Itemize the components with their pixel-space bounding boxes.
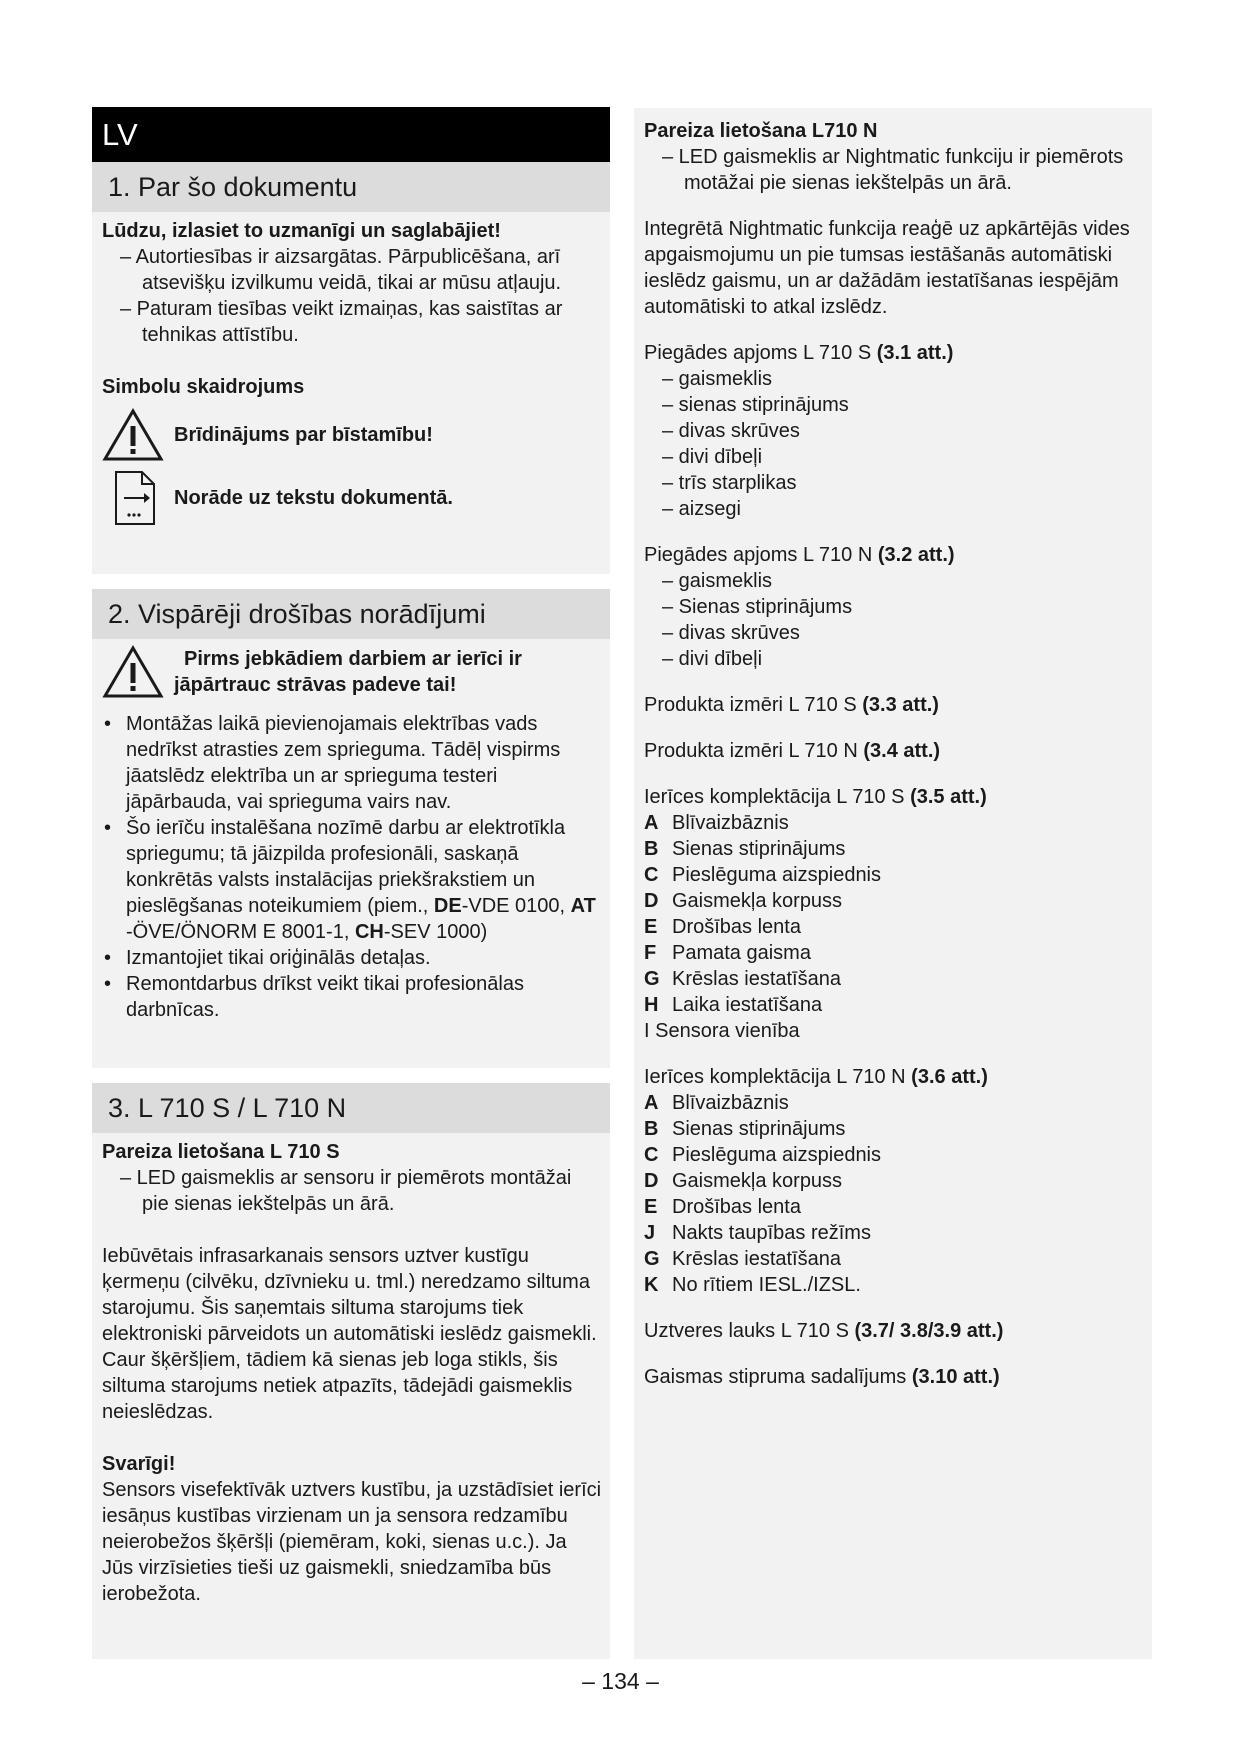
section-about-document [92,162,610,574]
important-heading: Svarīgi! [102,1453,176,1475]
warning-line-2: jāpārtrauc strāvas padeve tai! [174,674,457,696]
detection-field: Uztveres lauks L 710 S (3.7/ 3.8/3.9 att.) [644,1320,1004,1342]
list-item: K No rītiem IESL./IZSL. [644,1274,861,1296]
components-n-list [644,1090,1144,1298]
warning-line-1: Pirms jebkādiem darbiem ar ierīci ir [184,648,522,670]
list-item: B Sienas stiprinājums [644,838,846,860]
list-item: F Pamata gaisma [644,942,811,964]
list-item: H Laika iestatīšana [644,994,823,1016]
list-item: – aizsegi [662,498,741,520]
scope-n-heading: Piegādes apjoms L 710 N (3.2 att.) [644,544,955,566]
note-label: Norāde uz tekstu dokumentā. [174,487,453,509]
section-title: 1. Par šo dokumentu [92,162,610,212]
list-item: • Izmantojiet tikai oriģinālās detaļas. [102,945,602,971]
use-heading: Pareiza lietošana L 710 S [102,1141,340,1163]
list-item: – Paturam tiesības veikt izmaiņas, kas saistītas ar tehnikas attīstību. [120,298,563,346]
warning-triangle-icon [102,645,164,699]
list-item: – trīs starplikas [662,472,797,494]
warning-label: Brīdinājums par bīstamību! [174,424,433,446]
light-distribution: Gaismas stipruma sadalījums (3.10 att.) [644,1366,1000,1388]
list-item: – sienas stiprinājums [662,394,849,416]
scope-s-list [644,366,1144,522]
section-title: 2. Vispārēji drošības norādījumi [92,589,610,639]
list-item: – divas skrūves [662,622,800,644]
symbols-heading: Simbolu skaidrojums [102,376,305,398]
use-n-heading: Pareiza lietošana L710 N [644,120,878,142]
section-product [92,1083,610,1659]
scope-n-list [644,568,1144,672]
sensor-paragraph: Iebūvētais infrasarkanais sensors uztver kustīgu ķermeņu (cilvēku, dzīvnieku u. tml.) neredzamo siltuma starojumu. Šis saņemtais siltuma starojums tiek elektroniski pārveidots un automātiski ieslēdz gaismekli. Caur šķēršļiem, tādiem kā sienas jeb loga stikls, šis siltuma starojums netiek atpazīts, tādejādi gaismeklis neieslēdzas. [102,1245,597,1423]
list-item: – divi dībeļi [662,446,763,468]
right-column [634,108,1152,1659]
list-item: – LED gaismeklis ar Nightmatic funkciju ir piemērots motāžai pie sienas iekštelpās un ārā. [662,146,1124,194]
list-item: E Drošības lenta [644,1196,801,1218]
list-item: B Sienas stiprinājums [644,1118,846,1140]
list-item: – divi dībeļi [662,648,763,670]
scope-s-heading: Piegādes apjoms L 710 S (3.1 att.) [644,342,954,364]
list-item: – Autortiesības ir aizsargātas. Pārpublicēšana, arī atsevišķu izvilkumu veidā, tikai ar mūsu atļauju. [120,246,562,294]
warning-triangle-icon [102,408,164,462]
list-item: • Šo ierīču instalēšana nozīmē darbu ar elektrotīkla spriegumu; tā jāizpilda profesionāli, saskaņā konkrētās valsts instalācijas priekšrakstiem un pieslēgšanas noteikumiem (piem., DE-VDE 0100, AT -ÖVE/ÖNORM E 8001-1, CH-SEV 1000) [102,815,602,945]
page-number: – 134 – [582,1668,659,1694]
dimensions-n: Produkta izmēri L 710 N (3.4 att.) [644,740,941,762]
list-item: – gaismeklis [662,368,773,390]
list-item: – gaismeklis [662,570,773,592]
list-item: I Sensora vienība [644,1020,800,1042]
components-s-heading: Ierīces komplektācija L 710 S (3.5 att.) [644,786,987,808]
language-header: LV [92,107,610,162]
list-item: C Pieslēguma aizspiednis [644,864,882,886]
components-s-list [644,810,1144,1044]
important-text: Sensors visefektīvāk uztvers kustību, ja uzstādīsiet ierīci iesāņus kustības virzienam un ja sensora redzamību neierobežos šķēršļi (piemēram, koki, sienas u.c.). Ja Jūs virzīsieties tieši uz gaismekli, sniedzamība būs ierobežota. [102,1479,602,1605]
components-n-heading: Ierīces komplektācija L 710 N (3.6 att.) [644,1066,988,1088]
section-title: 3. L 710 S / L 710 N [92,1083,610,1133]
section-safety [92,589,610,1068]
dimensions-s: Produkta izmēri L 710 S (3.3 att.) [644,694,939,716]
list-item: • Remontdarbus drīkst veikt tikai profesionālas darbnīcas. [102,971,602,1023]
list-item: – divas skrūves [662,420,800,442]
list-item: – LED gaismeklis ar sensoru ir piemērots montāžai pie sienas iekštelpās un ārā. [120,1167,572,1215]
intro-heading: Lūdzu, izlasiet to uzmanīgi un saglabājiet! [102,220,501,242]
nightmatic-paragraph: Integrētā Nightmatic funkcija reaģē uz apkārtējās vides apgaismojumu un pie tumsas iestāšanās automātiski ieslēdz gaismu, un ar dažādām iestatīšanas iespējām automātiski to atkal izslēdz. [644,218,1130,318]
list-item: D Gaismekļa korpuss [644,1170,843,1192]
list-item: A Blīvaizbāznis [644,812,789,834]
list-item: E Drošības lenta [644,916,801,938]
document-note-icon [102,468,164,528]
list-item: C Pieslēguma aizspiednis [644,1144,882,1166]
list-item: A Blīvaizbāznis [644,1092,789,1114]
list-item: G Krēslas iestatīšana [644,1248,841,1270]
list-item: J Nakts taupības režīms [644,1222,871,1244]
list-item: D Gaismekļa korpuss [644,890,843,912]
list-item: – Sienas stiprinājums [662,596,853,618]
list-item: • Montāžas laikā pievienojamais elektrības vads nedrīkst atrasties zem sprieguma. Tādēļ vispirms jāatslēdz elektrība un ar sprieguma testeri jāpārbauda, vai sprieguma vairs nav. [102,711,602,815]
list-item: G Krēslas iestatīšana [644,968,841,990]
